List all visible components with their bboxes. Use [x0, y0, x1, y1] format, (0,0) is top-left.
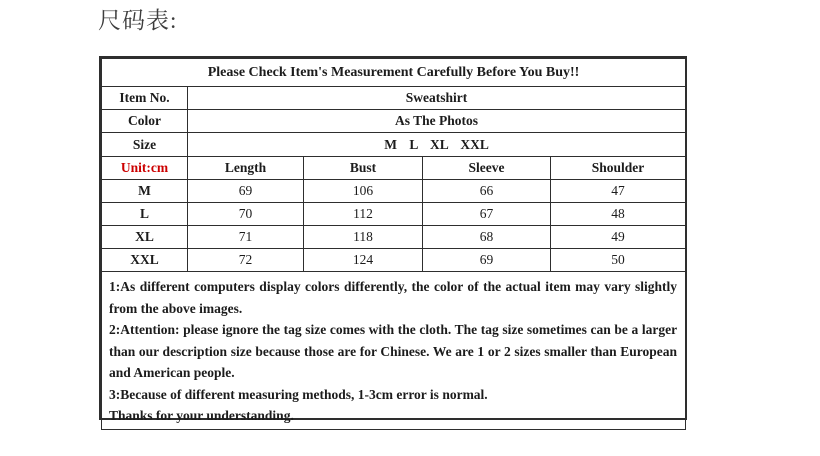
measurement-header-row — [102, 157, 686, 180]
color-value: As The Photos — [188, 110, 686, 133]
table-row-l — [102, 203, 686, 226]
l-bust: 112 — [304, 203, 423, 226]
column-header-bust: Bust — [304, 157, 423, 180]
column-header-length: Length — [188, 157, 304, 180]
column-header-shoulder: Shoulder — [551, 157, 686, 180]
table-row-m — [102, 180, 686, 203]
m-shoulder: 47 — [551, 180, 686, 203]
size-options-value: M L XL XXL — [188, 133, 686, 157]
note-3: 3:Because of different measuring methods, 1-3cm error is normal. — [109, 386, 488, 402]
xxl-bust: 124 — [304, 249, 423, 272]
note-thanks: Thanks for your understanding. — [109, 408, 294, 423]
size-chart-grid — [101, 58, 686, 430]
xxl-length: 72 — [188, 249, 304, 272]
page-title: 尺码表: — [98, 8, 178, 33]
color-label: Color — [102, 110, 188, 133]
notes-block — [102, 272, 686, 430]
size-xxl-label: XXL — [102, 249, 188, 272]
xl-bust: 118 — [304, 226, 423, 249]
l-sleeve: 67 — [423, 203, 551, 226]
item-no-label: Item No. — [102, 87, 188, 110]
notes-row — [102, 272, 686, 430]
m-bust: 106 — [304, 180, 423, 203]
note-2: 2:Attention: please ignore the tag size comes with the cloth. The tag size sometimes can be a larger than our description size because those are for Chinese. We are 1 or 2 sizes smaller than European and American people. — [109, 322, 678, 380]
item-no-row — [102, 87, 686, 110]
size-m-label: M — [102, 180, 188, 203]
l-shoulder: 48 — [551, 203, 686, 226]
size-row — [102, 133, 686, 157]
table-row-xl — [102, 226, 686, 249]
note-1: 1:As different computers display colors differently, the color of the actual item may vary slightly from the above images. — [109, 279, 678, 316]
caution-header-text: Please Check Item's Measurement Carefully Before You Buy!! — [102, 59, 686, 87]
size-chart-table — [99, 56, 687, 423]
m-length: 69 — [188, 180, 304, 203]
xl-length: 71 — [188, 226, 304, 249]
caution-row — [102, 59, 686, 87]
m-sleeve: 66 — [423, 180, 551, 203]
column-header-sleeve: Sleeve — [423, 157, 551, 180]
size-xl-label: XL — [102, 226, 188, 249]
color-row — [102, 110, 686, 133]
xxl-sleeve: 69 — [423, 249, 551, 272]
item-no-value: Sweatshirt — [188, 87, 686, 110]
unit-label: Unit:cm — [102, 157, 188, 180]
xl-sleeve: 68 — [423, 226, 551, 249]
xl-shoulder: 49 — [551, 226, 686, 249]
size-l-label: L — [102, 203, 188, 226]
size-label: Size — [102, 133, 188, 157]
table-row-xxl — [102, 249, 686, 272]
xxl-shoulder: 50 — [551, 249, 686, 272]
l-length: 70 — [188, 203, 304, 226]
